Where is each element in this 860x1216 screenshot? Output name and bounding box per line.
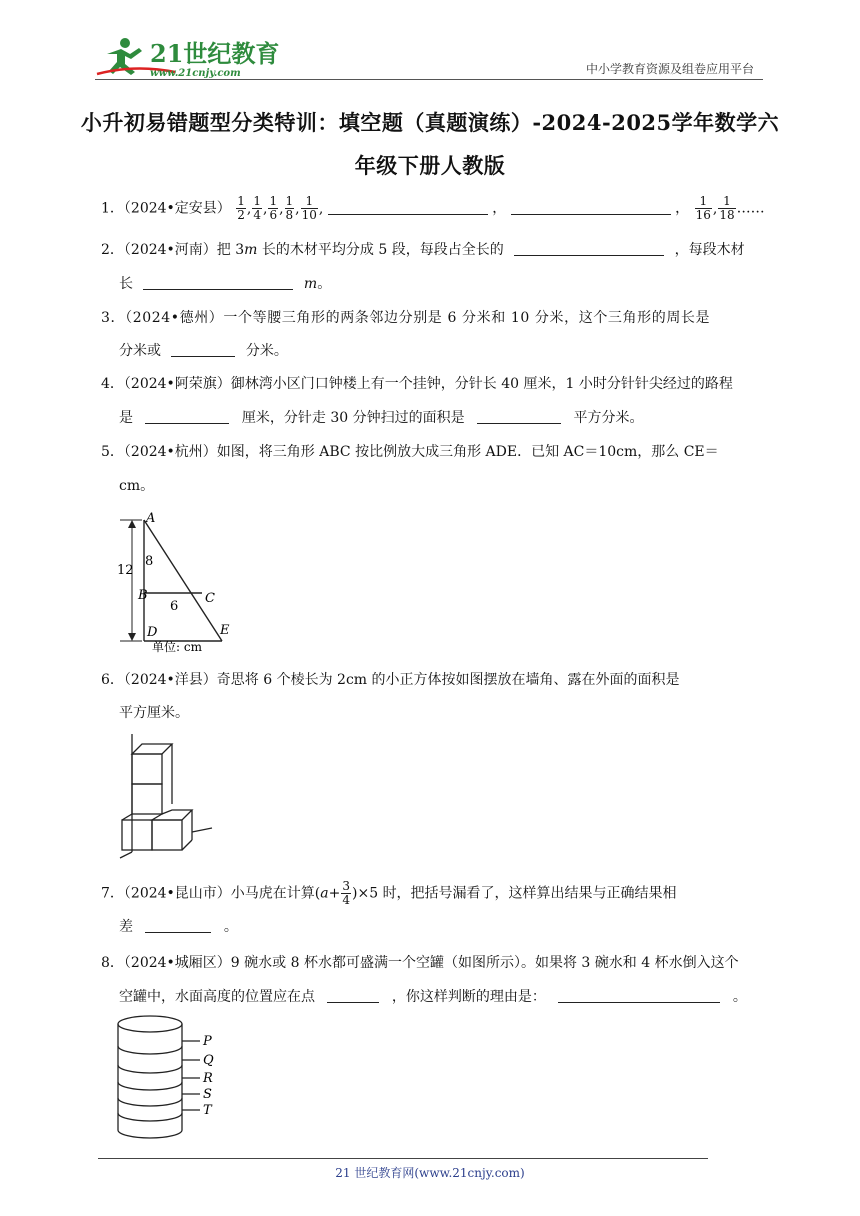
- fraction: $\frac{1}{6}$: [269, 194, 278, 222]
- label-ad: 12: [117, 563, 134, 578]
- question-8-line2: 空罐中，水面高度的位置应在点 ，你这样判断的理由是： 。: [119, 989, 747, 1005]
- question-3-line2: 分米或 分米。: [119, 343, 288, 359]
- fraction: $\frac{1}{18}$: [719, 194, 735, 222]
- question-1: 1．（2024•定安县） $\frac{1}{2}$ , $\frac{1}{4}$ , $\frac{1}{6}$ , $\frac{1}{8}$ , $\frac{1}{10}$ , ， ， $\frac{1}{16}$ , $\frac{1}{18}$ ……: [101, 194, 765, 222]
- label-A: A: [146, 511, 156, 526]
- footer-text: 21 世纪教育网(www.21cnjy.com): [335, 1166, 525, 1180]
- jar-label-r: R: [203, 1071, 213, 1086]
- label-D: D: [147, 625, 158, 640]
- q4-blank-1[interactable]: [145, 409, 229, 424]
- q1-prefix: 1．（2024•定安县）: [101, 200, 231, 217]
- question-7: 7．（2024•昆山市）小马虎在计算(a+ $\frac{3}{4}$ )×5 时，把括号漏看了，这样算出结果与正确结果相: [101, 879, 677, 907]
- q2-blank-1[interactable]: [514, 241, 664, 256]
- q7-blank[interactable]: [145, 918, 211, 933]
- unit-label: 单位: cm: [152, 640, 202, 654]
- label-B: B: [138, 588, 148, 603]
- triangle-figure: [112, 508, 237, 653]
- logo-url: www.21cnjy.com: [150, 68, 241, 79]
- platform-label: 中小学教育资源及组卷应用平台: [585, 62, 754, 76]
- jar-label-t: T: [203, 1103, 212, 1118]
- footer-divider: [98, 1158, 708, 1159]
- question-2: 2．（2024•河南）把 3m 长的木材平均分成 5 段，每段占全长的 ，每段木材: [101, 242, 745, 258]
- jar-label-q: Q: [203, 1053, 214, 1068]
- q1-blank-2[interactable]: [511, 200, 671, 215]
- fraction: $\frac{1}{8}$: [285, 194, 294, 222]
- q8-blank-2[interactable]: [558, 988, 720, 1003]
- jar-figure: [112, 1010, 222, 1145]
- q1-tail-fractions: $\frac{1}{16}$ , $\frac{1}{18}$: [695, 194, 735, 222]
- question-3: 3．（2024•德州）一个等腰三角形的两条邻边分别是 6 分米和 10 分米，这个三角形的周长是: [101, 310, 711, 326]
- question-2-line2: 长 m。: [119, 276, 332, 292]
- q4-blank-2[interactable]: [477, 409, 561, 424]
- fraction: $\frac{1}{10}$: [301, 194, 317, 222]
- question-4-line2: 是 厘米，分针走 30 分钟扫过的面积是 平方分米。: [119, 410, 644, 426]
- label-bc: 6: [170, 599, 179, 614]
- fraction: $\frac{1}{4}$: [253, 194, 261, 222]
- page-title-line1: 小升初易错题型分类特训：填空题（真题演练）-2024-2025学年数学六: [80, 110, 780, 135]
- cubes-figure: [112, 732, 222, 860]
- q1-fractions: $\frac{1}{2}$ , $\frac{1}{4}$ , $\frac{1}{6}$ , $\frac{1}{8}$ , $\frac{1}{10}$ ,: [237, 194, 324, 222]
- question-6-line2: 平方厘米。: [119, 705, 189, 721]
- jar-label-s: S: [203, 1087, 212, 1102]
- site-logo: [95, 34, 280, 80]
- jar-label-p: P: [203, 1034, 212, 1049]
- question-4: 4．（2024•阿荣旗）御林湾小区门口钟楼上有一个挂钟，分针长 40 厘米，1 小时分针针尖经过的路程: [101, 376, 733, 392]
- label-C: C: [205, 591, 215, 606]
- fraction: $\frac{1}{2}$: [237, 194, 245, 222]
- question-7-line2: 差 。: [119, 919, 238, 935]
- question-8: 8．（2024•城厢区）9 碗水或 8 杯水都可盛满一个空罐（如图所示）。如果将 3 碗水和 4 杯水倒入这个: [101, 955, 739, 971]
- question-5-line2: cm。: [119, 478, 155, 494]
- q8-blank-1[interactable]: [327, 988, 379, 1003]
- q1-blank-1[interactable]: [328, 200, 488, 215]
- logo-text: 21世纪教育: [150, 39, 280, 68]
- label-E: E: [220, 623, 230, 638]
- header-divider: [95, 79, 763, 80]
- q2-blank-2[interactable]: [143, 275, 293, 290]
- page-title-line2: 年级下册人教版: [354, 153, 506, 178]
- question-5: 5．（2024•杭州）如图，将三角形 ABC 按比例放大成三角形 ADE．已知 AC＝10cm，那么 CE＝: [101, 444, 719, 460]
- fraction: $\frac{1}{16}$: [695, 194, 711, 222]
- q3-blank[interactable]: [171, 342, 235, 357]
- question-6: 6．（2024•洋县）奇思将 6 个棱长为 2cm 的小正方体按如图摆放在墙角、露在外面的面积是: [101, 672, 680, 688]
- label-ab: 8: [145, 554, 154, 569]
